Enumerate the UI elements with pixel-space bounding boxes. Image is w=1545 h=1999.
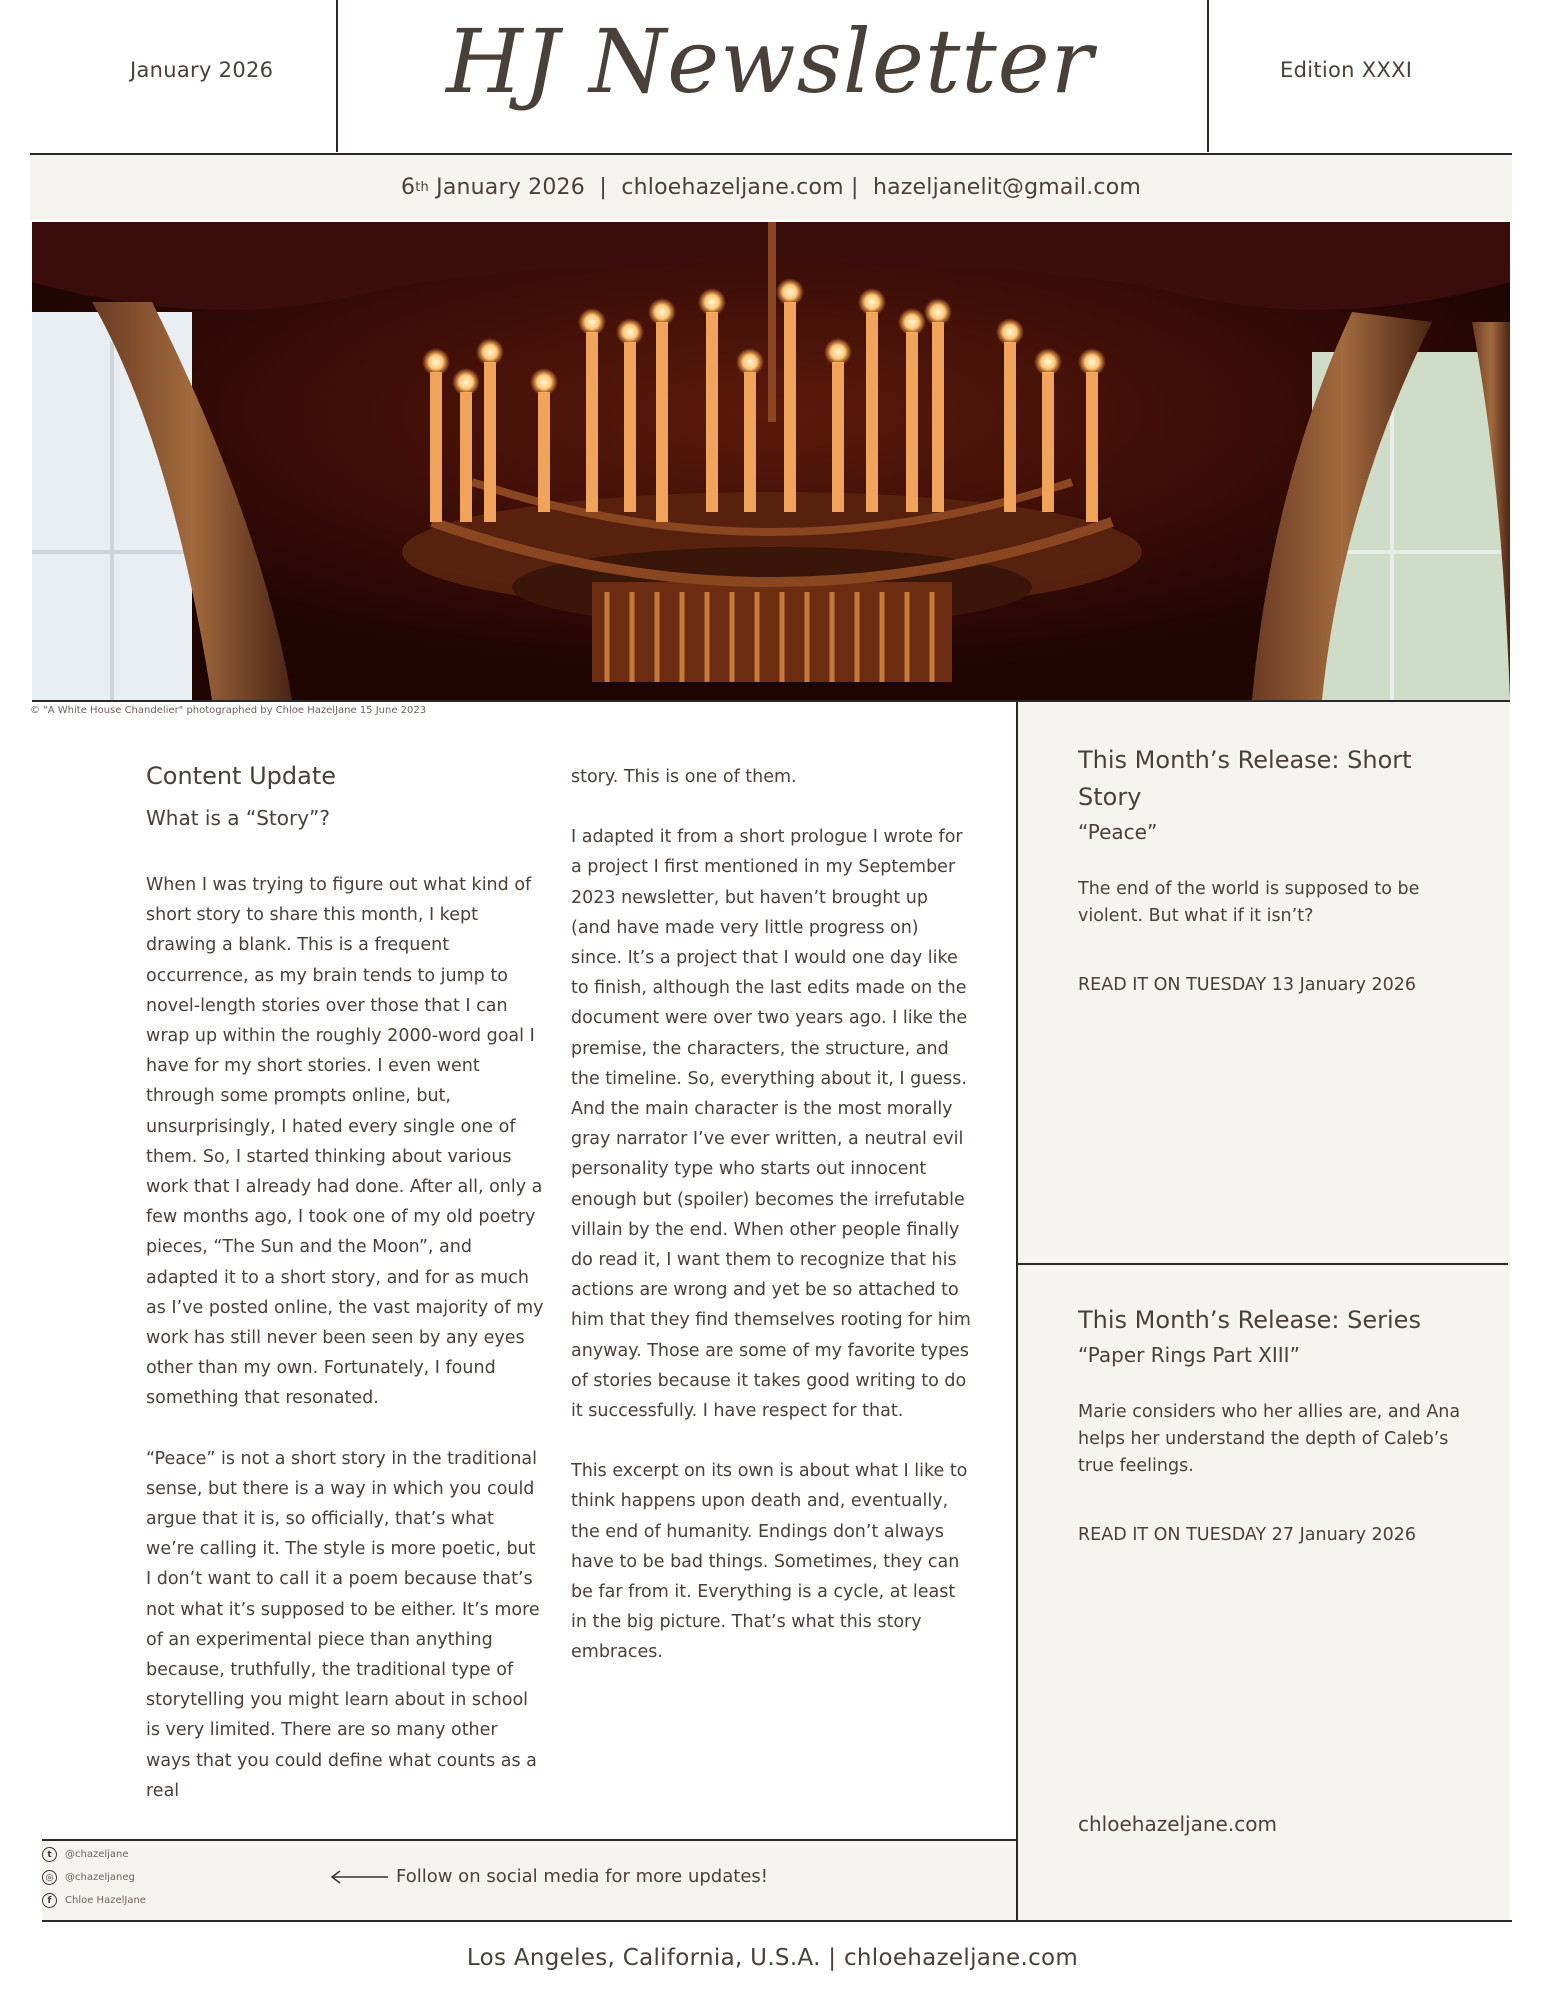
info-separator: |: [850, 175, 859, 200]
social-twitter[interactable]: [42, 1847, 129, 1862]
hero-caption: © "A White House Chandelier" photographed by Chloe HazelJane 15 June 2023: [30, 705, 427, 716]
release-short-story-heading: This Month’s Release: Short Story: [1078, 746, 1412, 811]
footer-location: Los Angeles, California, U.S.A. | chloehazeljane.com: [466, 1945, 1079, 1971]
social-bar-rule: [42, 1839, 1016, 1841]
info-day-suffix: th: [415, 180, 429, 195]
content-heading: Content Update: [146, 762, 336, 790]
follow-callout: [330, 1866, 768, 1887]
sidebar-website-link[interactable]: chloehazeljane.com: [1078, 1812, 1277, 1836]
info-separator: |: [599, 175, 607, 200]
content-paragraph: “Peace” is not a short story in the traditional sense, but there is a way in which you could argue that it is, so officially, that’s what we’re calling it. The style is more poetic, but I don’t want to call it a poem because that’s not what it’s supposed to be either. It’s more of an experimental piece than anything because, truthfully, the traditional type of storytelling you might learn about in school is very limited. There are so many other ways that you could define what counts as a real: [146, 1448, 540, 1801]
info-strip: [30, 155, 1512, 220]
info-month-year: January 2026: [436, 175, 585, 200]
twitter-icon: t: [42, 1847, 57, 1862]
sidebar-divider: [1016, 702, 1018, 1920]
release-short-story-description: The end of the world is supposed to be violent. But what if it isn’t?: [1078, 879, 1420, 926]
info-email-link[interactable]: hazeljanelit@gmail.com: [872, 175, 1142, 200]
masthead-divider-right: [1207, 0, 1209, 152]
masthead-divider-left: [336, 0, 338, 152]
content-paragraph: This excerpt on its own is about what I like to think happens upon death and, eventually, the end of humanity. Endings don’t always have to be bad things. Sometimes, they can be far from it. Everything is a cycle, at least in the big picture. That’s what this story embraces.: [571, 1461, 968, 1663]
instagram-icon: ◎: [42, 1870, 57, 1885]
release-short-story-title: “Peace”: [1078, 820, 1158, 844]
footer-rule: [42, 1920, 1512, 1922]
release-series-heading: This Month’s Release: Series: [1078, 1306, 1421, 1334]
arrow-left-icon: [330, 1870, 390, 1884]
social-instagram[interactable]: [42, 1870, 135, 1885]
content-subheading: What is a “Story”?: [146, 806, 331, 830]
masthead-title: HJ Newsletter: [446, 10, 1094, 113]
release-series: [1078, 1302, 1478, 1549]
hero-chandelier-image: [32, 222, 1510, 700]
masthead-edition: Edition XXXI: [1280, 58, 1413, 82]
info-day: 6: [400, 175, 416, 200]
content-paragraph: I adapted it from a short prologue I wrote for a project I first mentioned in my September 2023 newsletter, but haven’t brought up (and have made very little progress on) since. It’s a project that I would one day like to finish, although the last edits made on the document were over two years ago. I like the premise, the characters, the structure, and the timeline. So, everything about it, I guess. And the main character is the most morally gray narrator I’ve ever written, a neutral evil personality type who starts out innocent enough but (spoiler) becomes the irrefutable villain by the end. When other people finally do read it, I want them to recognize that his actions are wrong and yet be so attached to him that they find themselves rooting for him anyway. Those are some of my favorite types of stories because it takes good writing to do it successfully. I have respect for that.: [571, 827, 971, 1422]
social-instagram-handle: @chazeljaneg: [65, 1872, 135, 1883]
release-short-story-date: READ IT ON TUESDAY 13 January 2026: [1078, 975, 1417, 995]
sidebar-separator: [1018, 1263, 1508, 1265]
content-paragraph: story. This is one of them.: [571, 767, 797, 787]
facebook-icon: f: [42, 1893, 57, 1908]
release-series-date: READ IT ON TUESDAY 27 January 2026: [1078, 1525, 1417, 1545]
release-short-story: [1078, 742, 1478, 999]
release-series-title: “Paper Rings Part XIII”: [1078, 1343, 1300, 1367]
follow-text: Follow on social media for more updates!: [396, 1866, 768, 1887]
release-series-description: Marie considers who her allies are, and Ana helps her understand the depth of Caleb’s true feelings.: [1078, 1402, 1461, 1476]
content-column-2: [571, 762, 971, 1698]
social-twitter-handle: @chazeljane: [65, 1849, 129, 1860]
info-website-link[interactable]: chloehazeljane.com: [621, 175, 844, 200]
masthead-date: January 2026: [130, 58, 274, 82]
content-column-1: [146, 870, 546, 1836]
social-facebook[interactable]: [42, 1893, 146, 1908]
social-facebook-name: Chloe HazelJane: [65, 1895, 146, 1906]
content-paragraph: When I was trying to figure out what kind of short story to share this month, I kept drawing a blank. This is a frequent occurrence, as my brain tends to jump to novel-length stories over those that I can wrap up within the roughly 2000-word goal I have for my short stories. I even went through some prompts online, but, unsurprisingly, I hated every single one of them. So, I started thinking about various work that I already had done. After all, only a few months ago, I took one of my old poetry pieces, “The Sun and the Moon”, and adapted it to a short story, and for as much as I’ve posted online, the vast majority of my work has still never been seen by any eyes other than my own. Fortunately, I found something that resonated.: [146, 875, 544, 1409]
